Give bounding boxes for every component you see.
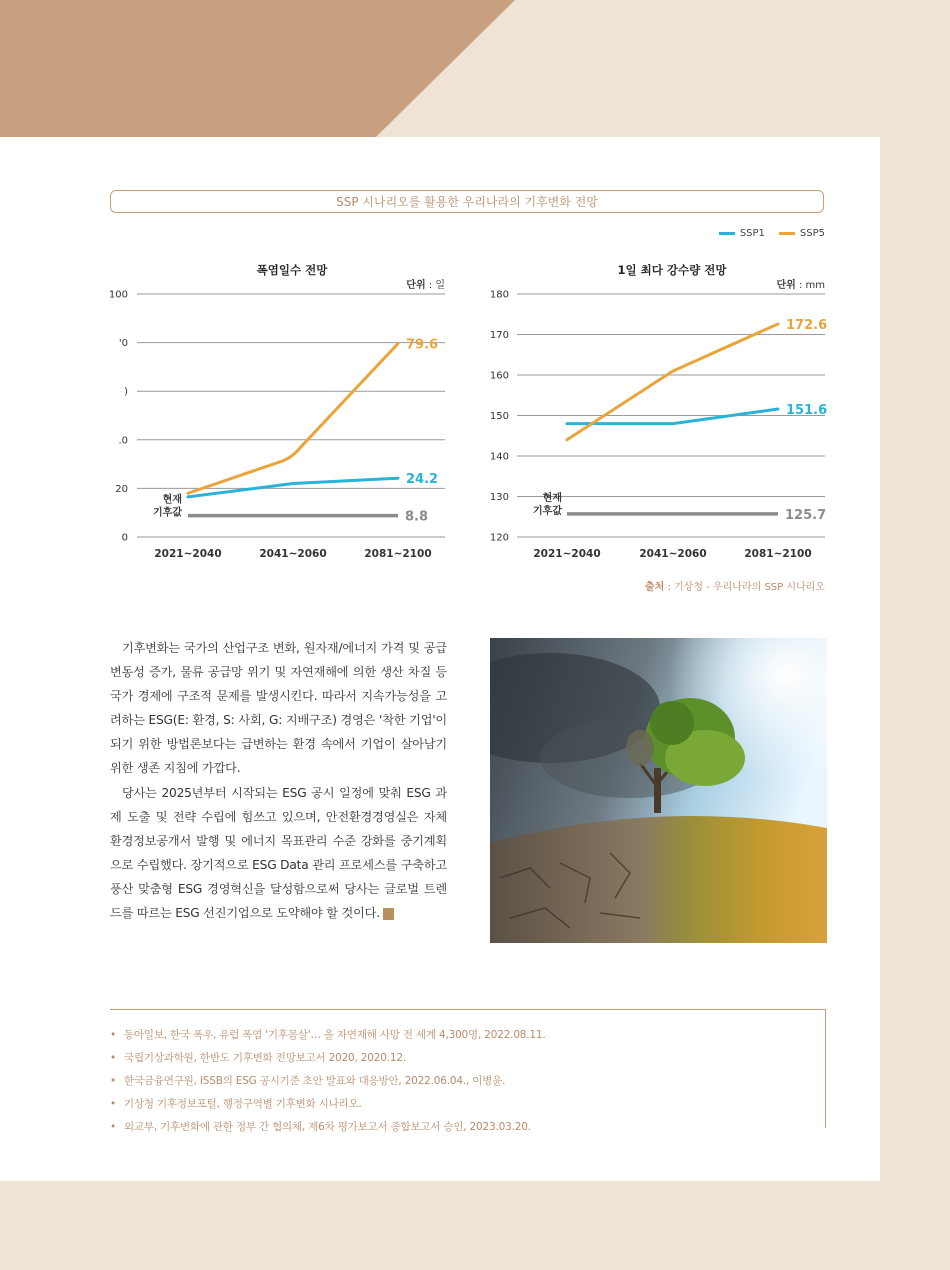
- unit-value: : 일: [425, 280, 445, 291]
- series-line-ssp1: [567, 409, 778, 424]
- x-tick-label: 2021~2040: [154, 548, 222, 560]
- paragraph-text: 당사는 2025년부터 시작되는 ESG 공시 일정에 맞춰 ESG 과제 도출 및 전략 수립에 힘쓰고 있으며, 안전환경경영실은 자체 환경정보공개서 발행 및 에너지 목표관리 수준 강화를 중기계획으로 수립했다. 장기적으로 ESG Data 관리 프로세스를 구축하고 풍산 맞춤형 ESG 경영혁신을 달성함으로써 당사는 글로벌 트렌드를 따르는 ESG 선진기업으로 도약해야 할 것이다.: [110, 785, 447, 921]
- chart-banner: SSP 시나리오를 활용한 우리나라의 기후변화 전망: [110, 190, 824, 213]
- reference-item: • 기상청 기후정보포털, 행정구역별 기후변화 시나리오.: [110, 1093, 825, 1116]
- chart-title: 1일 최다 강수량 전망: [617, 263, 727, 277]
- y-tick-label: .0: [118, 435, 128, 447]
- data-label-ssp5: 172.6: [786, 317, 828, 333]
- paragraph: [110, 781, 447, 926]
- y-tick-label: ): [124, 386, 128, 398]
- chart-source: [645, 578, 825, 593]
- y-tick-label: 160: [489, 370, 509, 382]
- current-climate-label: 현재: [542, 492, 562, 504]
- legend-label: SSP5: [799, 228, 825, 239]
- climate-tree-photo: [490, 638, 827, 943]
- article-body: [110, 636, 447, 925]
- unit-key: 단위: [406, 280, 426, 291]
- current-climate-label: 현재: [162, 494, 182, 506]
- reference-item: • 국립기상과학원, 한반도 기후변화 전망보고서 2020, 2020.12.: [110, 1047, 825, 1070]
- paragraph: 기후변화는 국가의 산업구조 변화, 원자재/에너지 가격 및 공급 변동성 증가, 물류 공급망 위기 및 자연재해에 의한 생산 차질 등 국가 경제에 구조적 문제를 발생시킨다. 따라서 지속가능성을 고려하는 ESG(E: 환경, S: 사회, G: 지배구조) 경영은 '착한 기업'이 되기 위한 방법론보다는 급변하는 환경 속에서 기업이 살아남기 위한 생존 지침에 가깝다.: [110, 641, 447, 776]
- y-tick-label: 150: [489, 411, 509, 422]
- chart-title: 폭염일수 전망: [256, 263, 328, 277]
- end-mark-icon: [383, 908, 394, 920]
- data-label-ssp5: 79.6: [406, 337, 439, 353]
- y-tick-label: 130: [489, 492, 509, 503]
- data-label-current: 8.8: [405, 509, 429, 525]
- climate-tree-illustration: [490, 638, 827, 943]
- reference-item: • 외교부, 기후변화에 관한 정부 간 협의체, 제6차 평가보고서 종합보고서 승인, 2023.03.20.: [110, 1116, 825, 1139]
- reference-item: • 동아일보, 한국 폭우, 유럽 폭염 '기후몸살'… 올 자연재해 사망 전 세계 4,300명, 2022.08.11.: [110, 1024, 825, 1047]
- references-list: [110, 1010, 825, 1139]
- y-tick-label: 170: [489, 330, 509, 341]
- x-tick-label: 2021~2040: [533, 548, 601, 560]
- y-tick-label: '0: [118, 338, 128, 350]
- y-tick-label: 20: [115, 483, 128, 495]
- x-tick-label: 2081~2100: [744, 548, 812, 560]
- y-tick-label: 180: [489, 289, 509, 301]
- data-label-ssp1: 151.6: [786, 403, 828, 419]
- references-box: [110, 1009, 826, 1133]
- legend-label: SSP1: [739, 228, 765, 239]
- current-climate-label: 기후값: [153, 507, 182, 519]
- unit-value: : mm: [795, 280, 825, 291]
- x-tick-label: 2041~2060: [639, 548, 707, 560]
- y-tick-label: 100: [108, 289, 128, 301]
- reference-item: • 한국금융연구원, ISSB의 ESG 공시기준 초안 발표와 대응방안, 2022.06.04., 이병윤.: [110, 1070, 825, 1093]
- unit-key: 단위: [776, 280, 796, 291]
- data-label-current: 125.7: [785, 507, 827, 523]
- source-key: 출처: [644, 582, 665, 593]
- y-tick-label: 120: [489, 532, 509, 544]
- current-climate-label: 기후값: [533, 505, 562, 517]
- y-tick-label: 0: [121, 532, 128, 544]
- source-text: : 기상청 - 우리나라의 SSP 시나리오: [664, 582, 825, 593]
- y-tick-label: 140: [489, 451, 509, 463]
- x-tick-label: 2041~2060: [259, 548, 327, 560]
- data-label-ssp1: 24.2: [406, 472, 439, 488]
- x-tick-label: 2081~2100: [364, 548, 432, 560]
